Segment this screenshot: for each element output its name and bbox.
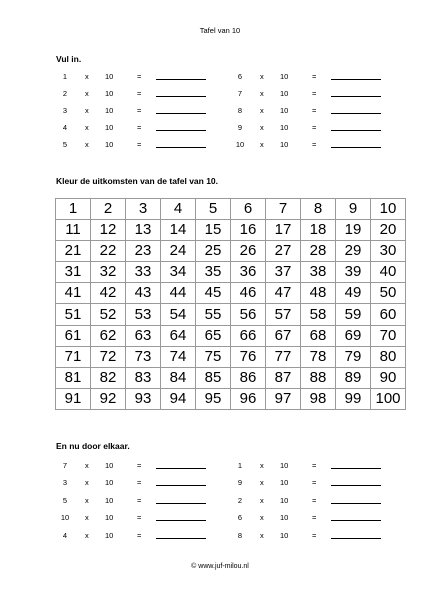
chart-cell[interactable]: 77 — [266, 346, 301, 367]
chart-cell[interactable]: 46 — [231, 283, 266, 304]
equals-sign: = — [137, 88, 142, 98]
multiplier: 10 — [280, 513, 289, 523]
multiplicand: 3 — [62, 478, 68, 488]
equals-sign: = — [137, 478, 142, 488]
answer-blank[interactable] — [156, 529, 206, 539]
chart-cell[interactable]: 29 — [336, 241, 371, 262]
chart-cell[interactable]: 81 — [56, 367, 91, 388]
chart-cell[interactable]: 74 — [161, 346, 196, 367]
multiplier: 10 — [105, 513, 114, 523]
chart-cell[interactable]: 36 — [231, 262, 266, 283]
chart-cell[interactable]: 72 — [91, 346, 126, 367]
chart-row — [56, 367, 406, 388]
chart-cell[interactable]: 60 — [371, 304, 406, 325]
chart-cell[interactable]: 75 — [196, 346, 231, 367]
chart-cell[interactable]: 66 — [231, 325, 266, 346]
equals-sign: = — [312, 461, 317, 470]
multiplier: 10 — [280, 495, 289, 505]
section-heading-kleur: Kleur de uitkomsten van de tafel van 10. — [56, 176, 219, 186]
chart-cell[interactable]: 11 — [56, 220, 91, 241]
multiplicand: 8 — [237, 530, 243, 540]
multiplier: 10 — [105, 461, 114, 470]
multiplier: 10 — [105, 139, 114, 149]
chart-cell[interactable]: 85 — [196, 367, 231, 388]
equals-sign: = — [137, 72, 142, 81]
chart-cell[interactable]: 63 — [126, 325, 161, 346]
multiplicand: 1 — [62, 72, 68, 81]
chart-cell[interactable]: 59 — [336, 304, 371, 325]
chart-cell[interactable]: 90 — [371, 367, 406, 388]
chart-cell[interactable]: 42 — [91, 283, 126, 304]
times-sign: x — [260, 122, 264, 132]
chart-cell[interactable]: 49 — [336, 283, 371, 304]
chart-cell[interactable]: 13 — [126, 220, 161, 241]
times-sign: x — [85, 122, 89, 132]
chart-cell[interactable]: 4 — [161, 199, 196, 220]
multiplier: 10 — [105, 478, 114, 488]
chart-cell[interactable]: 28 — [301, 241, 336, 262]
chart-cell[interactable]: 20 — [371, 220, 406, 241]
chart-cell[interactable]: 45 — [196, 283, 231, 304]
chart-cell[interactable]: 55 — [196, 304, 231, 325]
times-sign: x — [85, 88, 89, 98]
chart-cell[interactable]: 89 — [336, 367, 371, 388]
multiplier: 10 — [280, 461, 289, 470]
multiplicand: 6 — [237, 513, 243, 523]
times-sign: x — [260, 495, 264, 505]
equals-sign: = — [137, 122, 142, 132]
times-sign: x — [85, 72, 89, 81]
equals-sign: = — [312, 513, 317, 523]
chart-cell[interactable]: 51 — [56, 304, 91, 325]
multiplicand: 7 — [62, 461, 68, 470]
chart-cell[interactable]: 31 — [56, 262, 91, 283]
answer-blank[interactable] — [156, 494, 206, 504]
chart-cell[interactable]: 34 — [161, 262, 196, 283]
equals-sign: = — [312, 122, 317, 132]
multiplicand: 5 — [62, 139, 68, 149]
chart-cell[interactable]: 26 — [231, 241, 266, 262]
section-heading-vul-in: Vul in. — [56, 54, 82, 64]
times-sign: x — [85, 139, 89, 149]
equals-sign: = — [137, 495, 142, 505]
chart-cell[interactable]: 80 — [371, 346, 406, 367]
answer-blank[interactable] — [156, 70, 206, 80]
answer-blank[interactable] — [331, 529, 381, 539]
chart-cell[interactable]: 25 — [196, 241, 231, 262]
hundred-chart — [55, 198, 406, 410]
times-sign: x — [260, 88, 264, 98]
chart-cell[interactable]: 62 — [91, 325, 126, 346]
chart-cell[interactable]: 22 — [91, 241, 126, 262]
times-sign: x — [85, 513, 89, 523]
chart-cell[interactable]: 83 — [126, 367, 161, 388]
chart-cell[interactable]: 93 — [126, 388, 161, 409]
chart-cell[interactable]: 23 — [126, 241, 161, 262]
multiplier: 10 — [105, 530, 114, 540]
answer-blank[interactable] — [331, 87, 381, 97]
times-sign: x — [260, 105, 264, 115]
chart-cell[interactable]: 41 — [56, 283, 91, 304]
multiplier: 10 — [280, 122, 289, 132]
equals-sign: = — [137, 530, 142, 540]
chart-cell[interactable]: 5 — [196, 199, 231, 220]
chart-cell[interactable]: 18 — [301, 220, 336, 241]
times-sign: x — [260, 72, 264, 81]
chart-cell[interactable]: 88 — [301, 367, 336, 388]
equals-sign: = — [312, 139, 317, 149]
chart-cell[interactable]: 8 — [301, 199, 336, 220]
times-sign: x — [260, 478, 264, 488]
answer-blank[interactable] — [331, 459, 381, 469]
equals-sign: = — [137, 513, 142, 523]
chart-cell[interactable]: 58 — [301, 304, 336, 325]
chart-row — [56, 304, 406, 325]
footer-copyright: © www.juf-milou.nl — [191, 563, 249, 570]
chart-cell[interactable]: 95 — [196, 388, 231, 409]
chart-cell[interactable]: 1 — [56, 199, 91, 220]
equals-sign: = — [312, 495, 317, 505]
multiplicand: 10 — [60, 513, 70, 523]
chart-cell[interactable]: 15 — [196, 220, 231, 241]
multiplicand: 2 — [237, 495, 243, 505]
multiplier: 10 — [105, 72, 114, 81]
times-sign: x — [85, 461, 89, 470]
times-sign: x — [260, 530, 264, 540]
chart-cell[interactable]: 68 — [301, 325, 336, 346]
chart-cell[interactable]: 24 — [161, 241, 196, 262]
chart-cell[interactable]: 73 — [126, 346, 161, 367]
multiplicand: 9 — [237, 122, 243, 132]
multiplicand: 8 — [237, 105, 243, 115]
chart-row — [56, 325, 406, 346]
multiplier: 10 — [280, 105, 289, 115]
multiplier: 10 — [280, 139, 289, 149]
chart-cell[interactable]: 35 — [196, 262, 231, 283]
chart-cell[interactable]: 78 — [301, 346, 336, 367]
chart-cell[interactable]: 6 — [231, 199, 266, 220]
chart-cell[interactable]: 97 — [266, 388, 301, 409]
chart-cell[interactable]: 37 — [266, 262, 301, 283]
chart-cell[interactable]: 12 — [91, 220, 126, 241]
multiplier: 10 — [280, 478, 289, 488]
answer-blank[interactable] — [156, 87, 206, 97]
multiplicand: 4 — [62, 530, 68, 540]
chart-cell[interactable]: 27 — [266, 241, 301, 262]
chart-cell[interactable]: 14 — [161, 220, 196, 241]
chart-cell[interactable]: 21 — [56, 241, 91, 262]
chart-cell[interactable]: 43 — [126, 283, 161, 304]
chart-cell[interactable]: 70 — [371, 325, 406, 346]
multiplier: 10 — [105, 105, 114, 115]
chart-row — [56, 283, 406, 304]
equals-sign: = — [137, 105, 142, 115]
multiplicand: 9 — [237, 478, 243, 488]
chart-cell[interactable]: 92 — [91, 388, 126, 409]
equals-sign: = — [137, 461, 142, 470]
chart-cell[interactable]: 67 — [266, 325, 301, 346]
chart-cell[interactable]: 3 — [126, 199, 161, 220]
chart-row — [56, 346, 406, 367]
chart-cell[interactable]: 79 — [336, 346, 371, 367]
multiplicand: 3 — [62, 105, 68, 115]
chart-cell[interactable]: 86 — [231, 367, 266, 388]
chart-cell[interactable]: 52 — [91, 304, 126, 325]
chart-cell[interactable]: 56 — [231, 304, 266, 325]
chart-cell[interactable]: 65 — [196, 325, 231, 346]
page-title: Tafel van 10 — [199, 26, 241, 35]
chart-cell[interactable]: 7 — [266, 199, 301, 220]
answer-blank[interactable] — [331, 476, 381, 486]
chart-cell[interactable]: 99 — [336, 388, 371, 409]
multiplier: 10 — [280, 72, 289, 81]
equals-sign: = — [312, 88, 317, 98]
answer-blank[interactable] — [331, 138, 381, 148]
chart-row — [56, 220, 406, 241]
multiplier: 10 — [105, 88, 114, 98]
equals-sign: = — [312, 530, 317, 540]
chart-cell[interactable]: 44 — [161, 283, 196, 304]
answer-blank[interactable] — [331, 121, 381, 131]
answer-blank[interactable] — [156, 138, 206, 148]
multiplier: 10 — [105, 122, 114, 132]
chart-cell[interactable]: 82 — [91, 367, 126, 388]
chart-cell[interactable]: 16 — [231, 220, 266, 241]
chart-cell[interactable]: 57 — [266, 304, 301, 325]
chart-row — [56, 388, 406, 409]
chart-cell[interactable]: 2 — [91, 199, 126, 220]
multiplicand: 10 — [235, 139, 245, 149]
chart-cell[interactable]: 94 — [161, 388, 196, 409]
chart-cell[interactable]: 19 — [336, 220, 371, 241]
chart-cell[interactable]: 61 — [56, 325, 91, 346]
equals-sign: = — [312, 478, 317, 488]
multiplier: 10 — [280, 88, 289, 98]
answer-blank[interactable] — [156, 121, 206, 131]
chart-cell[interactable]: 40 — [371, 262, 406, 283]
chart-row — [56, 241, 406, 262]
answer-blank[interactable] — [156, 104, 206, 114]
equals-sign: = — [137, 139, 142, 149]
multiplier: 10 — [105, 495, 114, 505]
chart-cell[interactable]: 17 — [266, 220, 301, 241]
times-sign: x — [85, 495, 89, 505]
chart-cell[interactable]: 10 — [371, 199, 406, 220]
multiplier: 10 — [280, 530, 289, 540]
answer-blank[interactable] — [156, 511, 206, 521]
times-sign: x — [85, 478, 89, 488]
chart-cell[interactable]: 33 — [126, 262, 161, 283]
chart-cell[interactable]: 100 — [371, 388, 406, 409]
chart-cell[interactable]: 39 — [336, 262, 371, 283]
answer-blank[interactable] — [156, 459, 206, 469]
answer-blank[interactable] — [156, 476, 206, 486]
equals-sign: = — [312, 105, 317, 115]
equals-sign: = — [312, 72, 317, 81]
multiplicand: 6 — [237, 72, 243, 81]
chart-cell[interactable]: 69 — [336, 325, 371, 346]
chart-row — [56, 199, 406, 220]
chart-cell[interactable]: 32 — [91, 262, 126, 283]
chart-cell[interactable]: 64 — [161, 325, 196, 346]
multiplicand: 1 — [237, 461, 243, 470]
chart-cell[interactable]: 71 — [56, 346, 91, 367]
chart-row — [56, 262, 406, 283]
chart-cell[interactable]: 87 — [266, 367, 301, 388]
chart-cell[interactable]: 91 — [56, 388, 91, 409]
multiplicand: 7 — [237, 88, 243, 98]
times-sign: x — [85, 530, 89, 540]
chart-cell[interactable]: 38 — [301, 262, 336, 283]
section-heading-door-elkaar: En nu door elkaar. — [56, 441, 130, 451]
multiplicand: 4 — [62, 122, 68, 132]
chart-cell[interactable]: 96 — [231, 388, 266, 409]
times-sign: x — [260, 461, 264, 470]
answer-blank[interactable] — [331, 511, 381, 521]
answer-blank[interactable] — [331, 104, 381, 114]
chart-cell[interactable]: 53 — [126, 304, 161, 325]
answer-blank[interactable] — [331, 70, 381, 80]
chart-cell[interactable]: 54 — [161, 304, 196, 325]
answer-blank[interactable] — [331, 494, 381, 504]
chart-cell[interactable]: 47 — [266, 283, 301, 304]
multiplicand: 5 — [62, 495, 68, 505]
chart-cell[interactable]: 48 — [301, 283, 336, 304]
chart-cell[interactable]: 9 — [336, 199, 371, 220]
multiplicand: 2 — [62, 88, 68, 98]
chart-cell[interactable]: 50 — [371, 283, 406, 304]
times-sign: x — [85, 105, 89, 115]
times-sign: x — [260, 513, 264, 523]
chart-cell[interactable]: 98 — [301, 388, 336, 409]
times-sign: x — [260, 139, 264, 149]
chart-cell[interactable]: 76 — [231, 346, 266, 367]
chart-cell[interactable]: 84 — [161, 367, 196, 388]
chart-cell[interactable]: 30 — [371, 241, 406, 262]
